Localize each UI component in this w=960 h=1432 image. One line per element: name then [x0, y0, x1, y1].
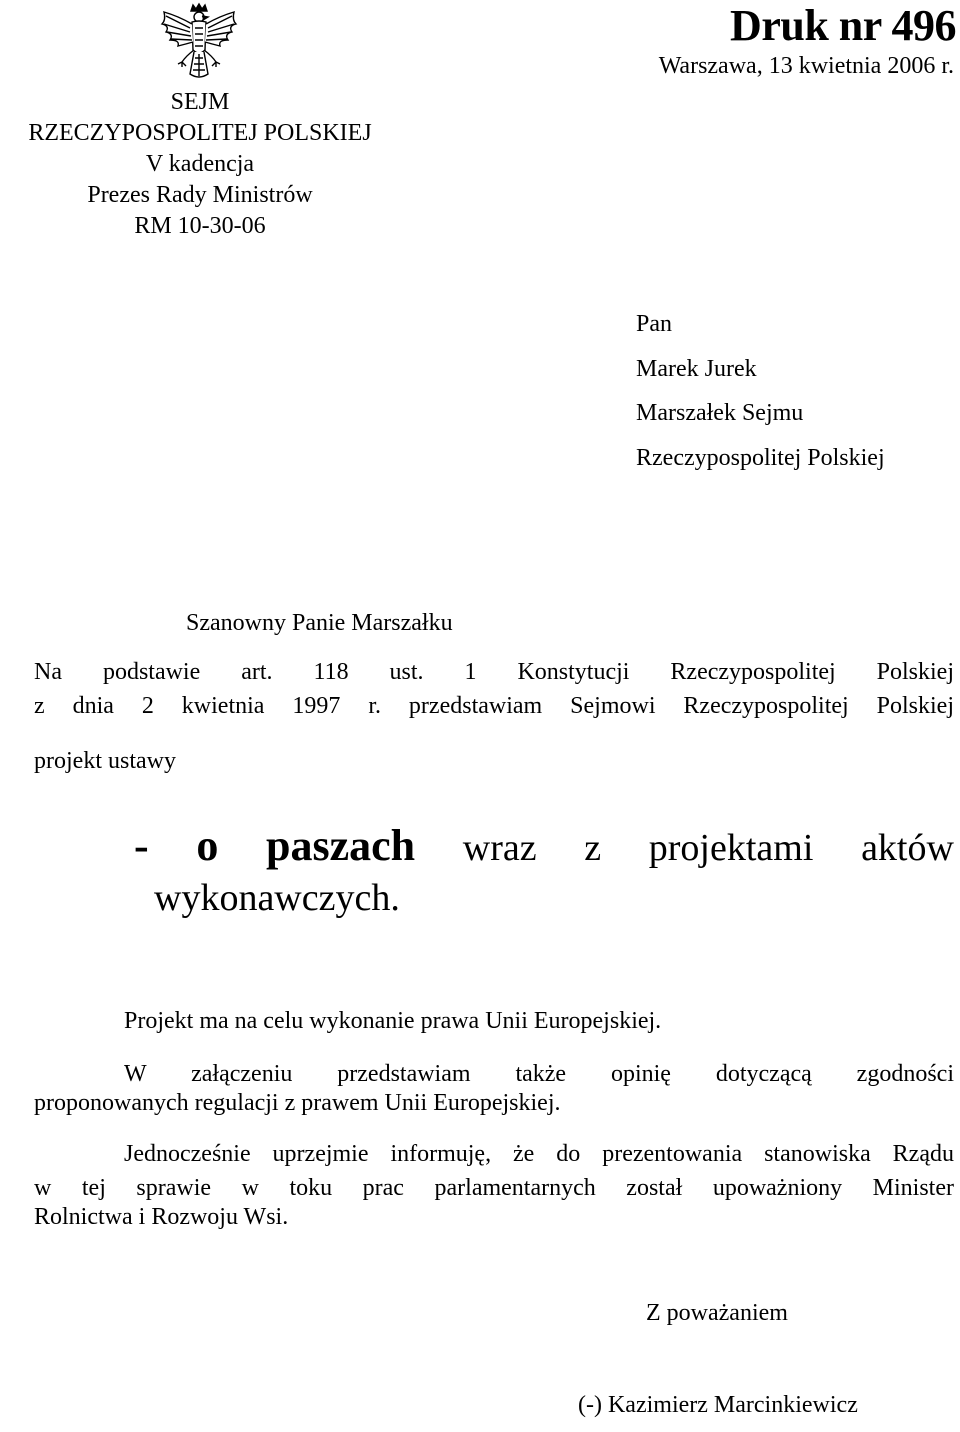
intro-line-2: z dnia 2 kwietnia 1997 r. przedstawiam Sejmowi Rzeczypospolitej Polskiej — [34, 693, 954, 719]
paragraph-annex-line-2: proponowanych regulacji z prawem Unii Europejskiej. — [34, 1090, 561, 1116]
issuer-line: V kadencja — [145, 151, 255, 177]
addressee-line: Rzeczypospolitej Polskiej — [636, 444, 885, 471]
issuer-block — [0, 87, 400, 242]
signature: (-) Kazimierz Marcinkiewicz — [578, 1392, 858, 1418]
issuer-line: RM 10-30-06 — [134, 213, 266, 239]
bill-title: paszach — [265, 821, 416, 870]
addressee-line: Pan — [636, 311, 672, 337]
paragraph-representative-line-3: Rolnictwa i Rozwoju Wsi. — [34, 1204, 289, 1230]
bill-subject-line-2: wykonawczych. — [154, 877, 400, 919]
document-date: Warszawa, 13 kwietnia 2006 r. — [658, 53, 954, 79]
paragraph-representative-line-1: Jednocześnie uprzejmie informuję, że do prezentowania stanowiska Rządu — [124, 1141, 954, 1167]
intro-line-3: projekt ustawy — [34, 748, 176, 774]
subject-word: z — [584, 827, 602, 869]
paragraph-annex-line-1: W załączeniu przedstawiam także opinię dotyczącą zgodności — [124, 1061, 954, 1087]
salutation: Szanowny Panie Marszałku — [186, 610, 453, 636]
polish-eagle-emblem-icon — [158, 2, 240, 82]
subject-preposition: o — [196, 821, 219, 870]
issuer-line: SEJM — [170, 89, 230, 115]
subject-dash: - — [134, 821, 149, 870]
paragraph-representative-line-2: w tej sprawie w toku prac parlamentarnych został upoważniony Minister — [34, 1175, 954, 1201]
subject-word: aktów — [861, 827, 954, 869]
subject-word: wraz — [462, 827, 537, 869]
print-number: Druk nr 496 — [730, 1, 956, 50]
addressee-block — [636, 302, 885, 480]
intro-line-1: Na podstawie art. 118 ust. 1 Konstytucji Rzeczypospolitej Polskiej — [34, 659, 954, 685]
bill-subject-line — [134, 820, 954, 871]
issuer-line: RZECZYPOSPOLITEJ POLSKIEJ — [28, 120, 372, 146]
subject-word: projektami — [648, 827, 814, 869]
addressee-line: Marek Jurek — [636, 355, 757, 382]
issuer-line: Prezes Rady Ministrów — [87, 182, 313, 208]
closing-phrase: Z poważaniem — [646, 1300, 788, 1326]
paragraph-eu-law: Projekt ma na celu wykonanie prawa Unii Europejskiej. — [124, 1008, 662, 1034]
addressee-line: Marszałek Sejmu — [636, 400, 804, 426]
